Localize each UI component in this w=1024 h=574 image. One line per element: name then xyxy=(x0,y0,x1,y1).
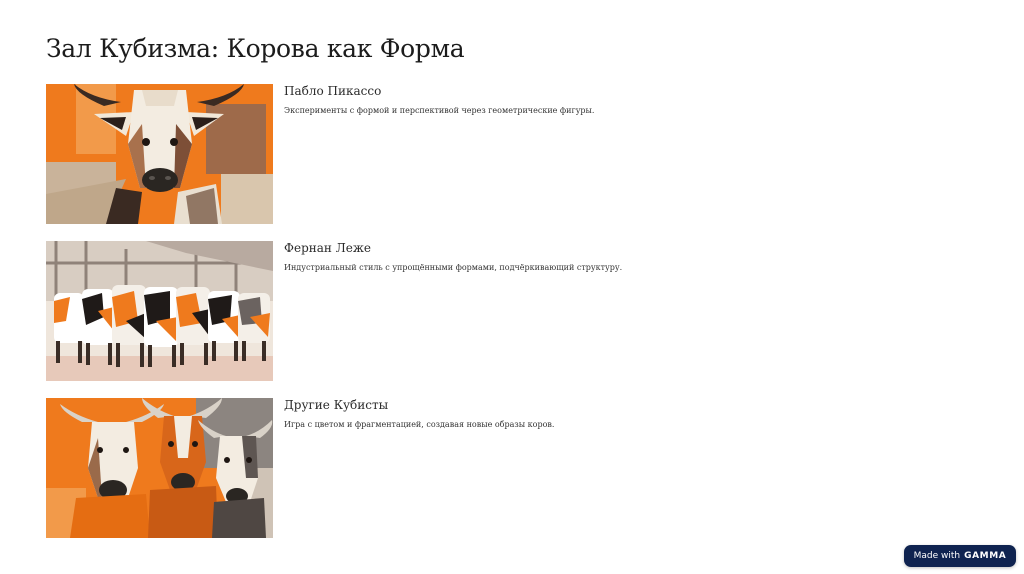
three-cubist-cows-image xyxy=(46,398,273,538)
item-title: Пабло Пикассо xyxy=(284,84,382,98)
cubist-cow-portrait-image xyxy=(46,84,273,224)
list-item xyxy=(46,398,746,538)
page-title: Зал Кубизма: Корова как Форма xyxy=(46,34,465,63)
list-item xyxy=(46,241,746,381)
gamma-logo: GAMMA xyxy=(964,551,1007,561)
list-item xyxy=(46,84,746,224)
item-title: Другие Кубисты xyxy=(284,398,389,412)
made-with-gamma-badge[interactable] xyxy=(904,545,1016,567)
badge-prefix: Made with xyxy=(913,551,961,561)
item-description: Игра с цветом и фрагментацией, создавая новые образы коров. xyxy=(284,420,555,429)
item-title: Фернан Леже xyxy=(284,241,371,255)
industrial-cow-herd-image xyxy=(46,241,273,381)
item-description: Индустриальный стиль с упрощёнными формами, подчёркивающий структуру. xyxy=(284,263,623,272)
item-description: Эксперименты с формой и перспективой через геометрические фигуры. xyxy=(284,106,595,115)
